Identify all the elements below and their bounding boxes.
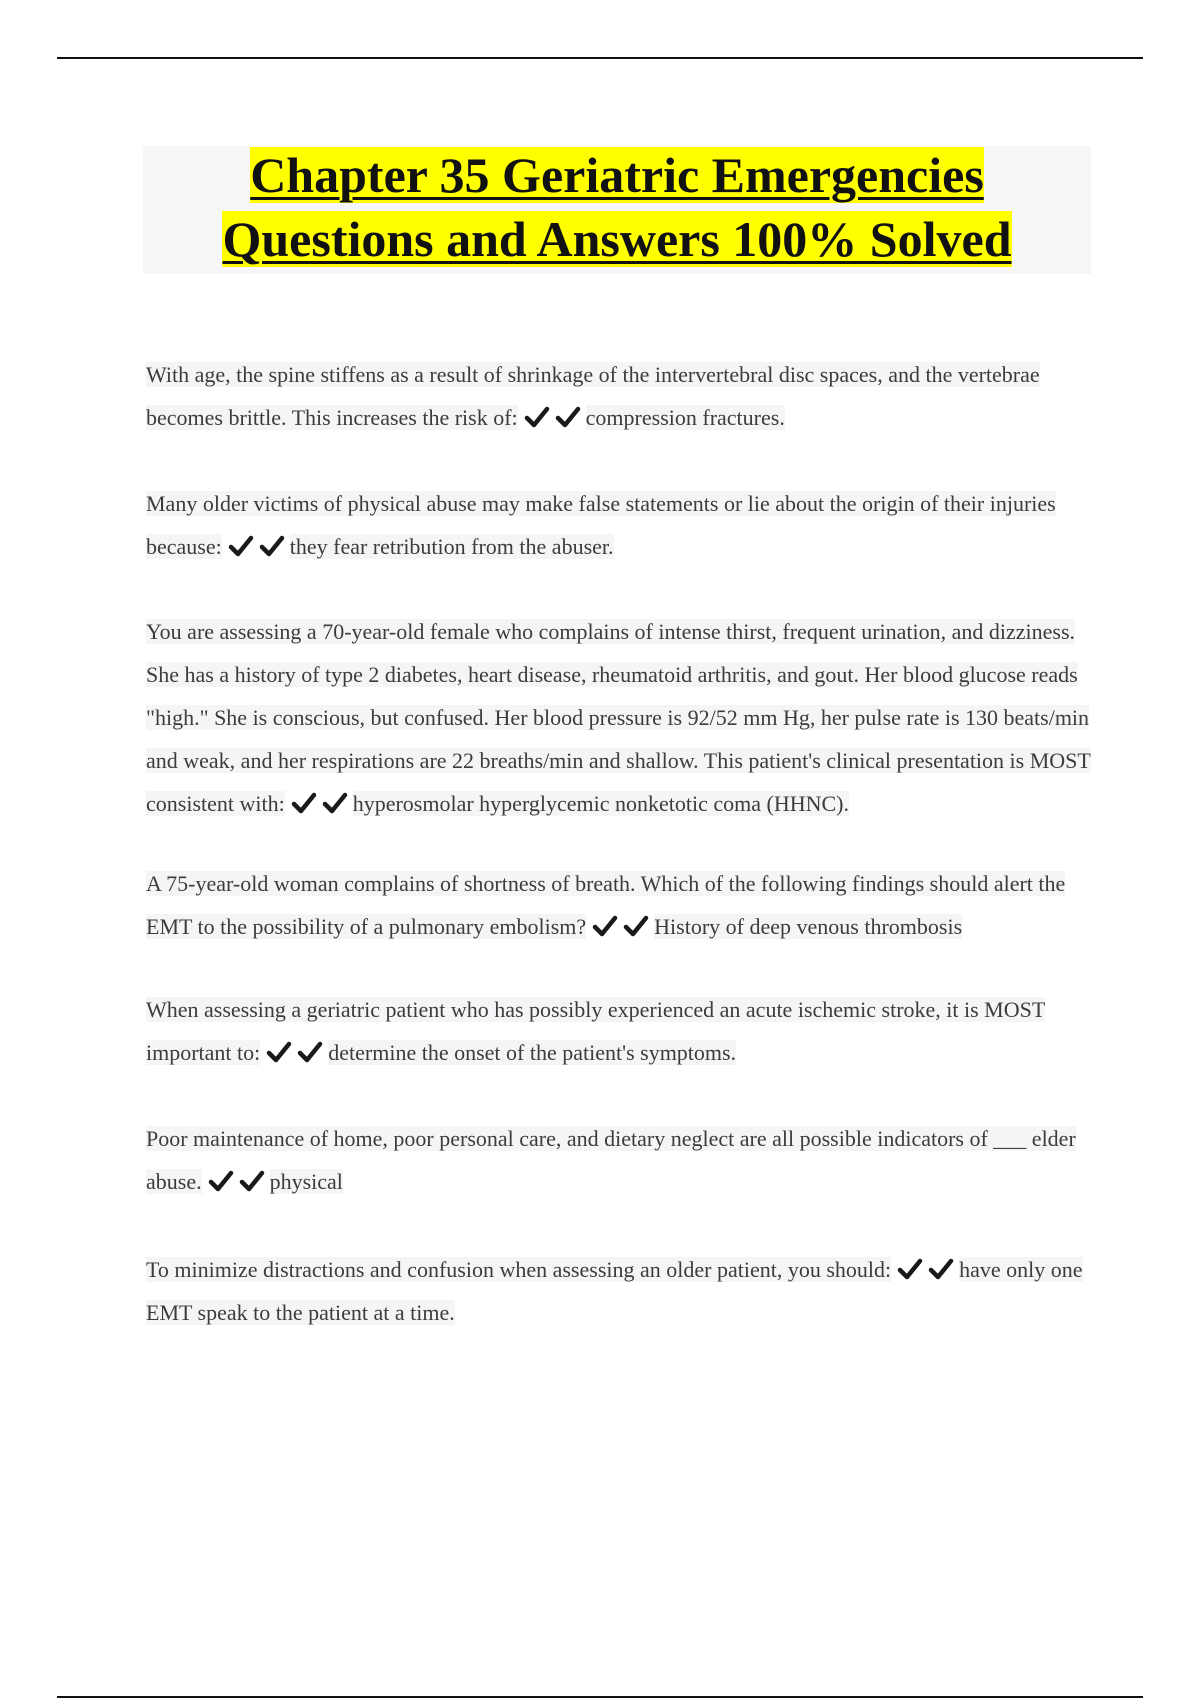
check-icon [266,1040,292,1064]
double-check-icon [266,1040,328,1065]
check-icon [291,791,317,815]
qa-list [146,353,1096,1334]
question-text: A 75-year-old woman complains of shortness of breath. Which of the following findings should alert the EMT to the possibility of a pulmonary embolism? [146,871,1066,939]
question-text: Poor maintenance of home, poor personal care, and dietary neglect are all possible indicators of ___ elder abuse. [146,1126,1076,1194]
answer-text: hyperosmolar hyperglycemic nonketotic coma (HHNC). [352,791,850,816]
check-icon [623,914,649,938]
title-highlight-1: Chapter 35 Geriatric Emergencies [250,147,984,203]
page-title-line-2 [221,210,1012,268]
title-block [143,146,1091,274]
title-row-1 [143,146,1091,210]
check-icon [555,405,581,429]
check-icon [239,1169,265,1193]
check-icon [208,1169,234,1193]
qa-item [146,862,1096,948]
check-icon [228,534,254,558]
question-text: You are assessing a 70-year-old female who complains of intense thirst, frequent urination, and dizziness. She has a history of type 2 diabetes, heart disease, rheumatoid arthritis, and gout. Her blood glucose reads "high." She is conscious, but confused. Her blood pressure is 92/52 mm Hg, her pulse rate is 130 beats/min and weak, and her respirations are 22 breaths/min and shallow. This patient's clinical presentation is MOST consistent with: [146,619,1091,816]
question-text: To minimize distractions and confusion when assessing an older patient, you should: [146,1257,892,1282]
qa-item [146,988,1096,1074]
title-row-2 [143,210,1091,274]
title-highlight-2: Questions and Answers 100% Solved [222,211,1012,267]
qa-item [146,610,1096,825]
answer-text: History of deep venous thrombosis [654,914,963,939]
qa-item [146,1117,1096,1203]
answer-text: physical [269,1169,343,1194]
qa-item [146,482,1096,568]
double-check-icon [897,1257,959,1282]
qa-item [146,353,1096,439]
double-check-icon [592,914,654,939]
double-check-icon [228,534,290,559]
check-icon [897,1257,923,1281]
check-icon [928,1257,954,1281]
check-icon [297,1040,323,1064]
double-check-icon [524,405,586,430]
question-text: Many older victims of physical abuse may make false statements or lie about the origin of their injuries because: [146,491,1056,559]
answer-text: determine the onset of the patient's symptoms. [328,1040,737,1065]
page-title-line-1 [249,146,985,204]
check-icon [259,534,285,558]
top-rule [57,57,1143,59]
answer-text: have only one EMT speak to the patient at a time. [146,1257,1083,1325]
answer-text: they fear retribution from the abuser. [289,534,614,559]
check-icon [592,914,618,938]
check-icon [524,405,550,429]
double-check-icon [208,1169,270,1194]
double-check-icon [291,791,353,816]
check-icon [322,791,348,815]
qa-item [146,1248,1096,1334]
bottom-rule [57,1696,1143,1698]
question-text: When assessing a geriatric patient who has possibly experienced an acute ischemic stroke, it is MOST important to: [146,997,1046,1065]
answer-text: compression fractures. [585,405,785,430]
question-text: With age, the spine stiffens as a result of shrinkage of the intervertebral disc spaces, and the vertebrae becomes brittle. This increases the risk of: [146,362,1040,430]
